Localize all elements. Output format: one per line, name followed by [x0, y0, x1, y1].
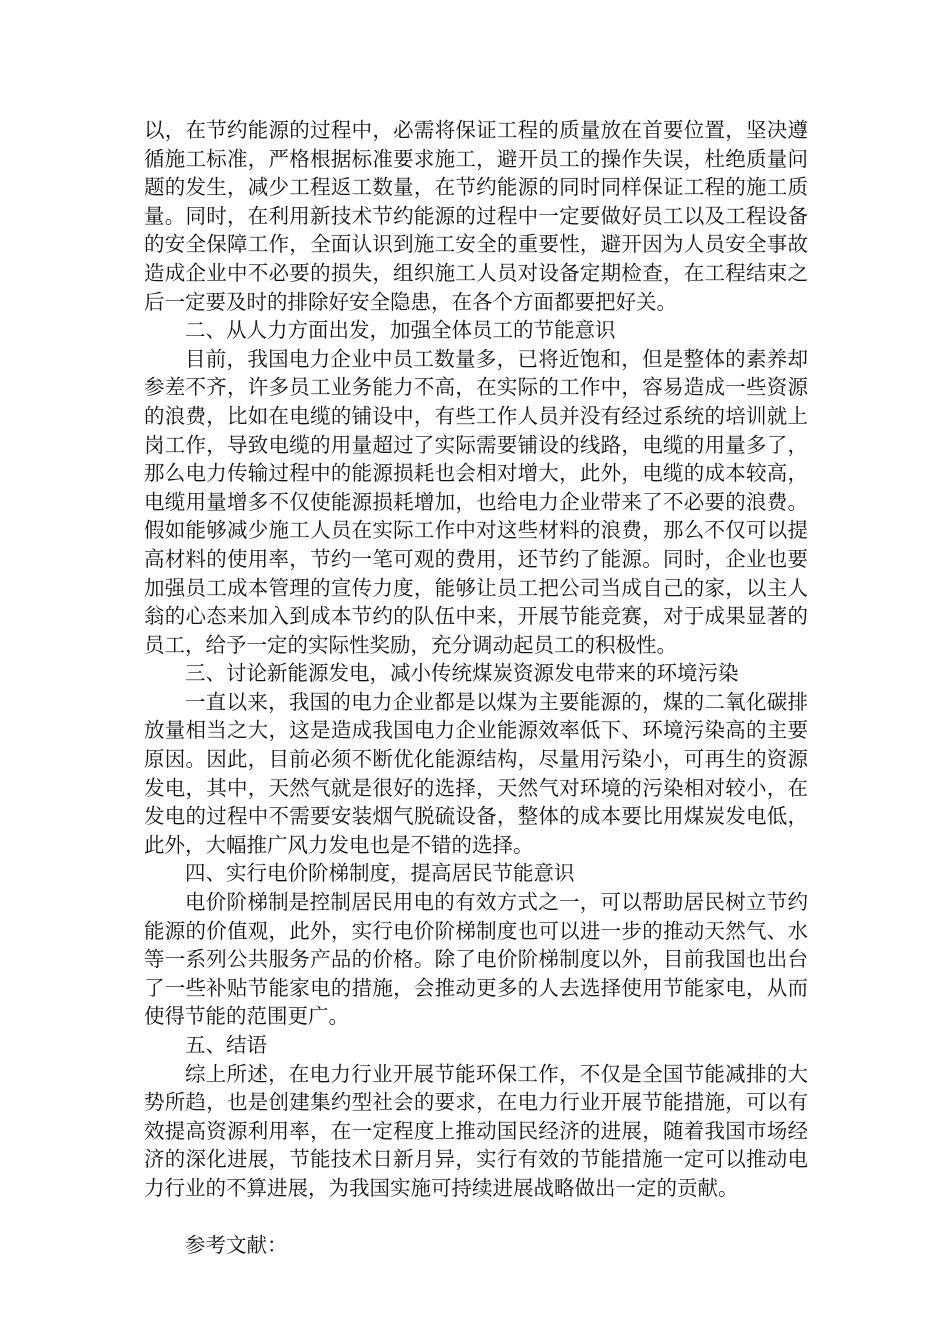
paragraph-tiered-pricing: 电价阶梯制是控制居民用电的有效方式之一，可以帮助居民树立节约能源的价值观，此外，实行电价阶梯制度也可以进一步的推动天然气、水等一系列公共服务产品的价格。除了电价阶梯制度以外，目前我国也出台了一些补贴节能家电的措施，会推动更多的人去选择使用节能家电，从而使得节能的范围更广。: [144, 890, 808, 1029]
blank-line: [144, 1203, 808, 1232]
paragraph-manpower: 目前，我国电力企业中员工数量多，已将近饱和，但是整体的素养却参差不齐，许多员工业务能力不高，在实际的工作中，容易造成一些资源的浪费，比如在电缆的铺设中，有些工作人员并没有经过系统的培训就上岗工作，导致电缆的用量超过了实际需要铺设的线路，电缆的用量多了，那么电力传输过程中的能源损耗也会相对增大，此外，电缆的成本较高，电缆用量增多不仅使能源损耗增加，也给电力企业带来了不必要的浪费。假如能够减少施工人员在实际工作中对这些材料的浪费，那么不仅可以提高材料的使用率，节约一笔可观的费用，还节约了能源。同时，企业也要加强员工成本管理的宣传力度，能够让员工把公司当成自己的家，以主人翁的心态来加入到成本节约的队伍中来，开展节能竞赛，对于成果显著的员工，给予一定的实际性奖励，充分调动起员工的积极性。: [144, 346, 808, 657]
section-heading-3: 三、讨论新能源发电，减小传统煤炭资源发电带来的环境污染: [185, 661, 739, 686]
paragraph-conclusion: 综上所述，在电力行业开展节能环保工作，不仅是全国节能减排的大势所趋，也是创建集约型社会的要求，在电力行业开展节能措施，可以有效提高资源利用率，在一定程度上推动国民经济的进展，随着我国市场经济的深化进展，节能技术日新月异，实行有效的节能措施一定可以推动电力行业的不算进展，为我国实施可持续进展战略做出一定的贡献。: [144, 1061, 808, 1200]
paragraph-new-energy: 一直以来，我国的电力企业都是以煤为主要能源的，煤的二氧化碳排放量相当之大，这是造成我国电力企业能源效率低下、环境污染高的主要原因。因此，目前必须不断优化能源结构，尽量用污染小，可再生的资源发电，其中，天然气就是很好的选择，天然气对环境的污染相对较小，在发电的过程中不需要安装烟气脱硫设备，整体的成本要比用煤炭发电低，此外，大幅推广风力发电也是不错的选择。: [144, 689, 808, 857]
section-heading-5: 五、结语: [185, 1033, 267, 1057]
document-body: [144, 116, 808, 1260]
references-heading: 参考文献：: [185, 1233, 288, 1258]
section-heading-4: 四、实行电价阶梯制度，提高居民节能意识: [185, 861, 575, 886]
section-heading-2: 二、从人力方面出发，加强全体员工的节能意识: [185, 318, 616, 343]
paragraph-continued: 以，在节约能源的过程中，必需将保证工程的质量放在首要位置，坚决遵循施工标准，严格根据标准要求施工，避开员工的操作失误，杜绝质量问题的发生，减少工程返工数量，在节约能源的同时同样保证工程的施工质量。同时，在利用新技术节约能源的过程中一定要做好员工以及工程设备的安全保障工作，全面认识到施工安全的重要性，避开因为人员安全事故造成企业中不必要的损失，组织施工人员对设备定期检查，在工程结束之后一定要及时的排除好安全隐患，在各个方面都要把好关。: [144, 118, 808, 314]
